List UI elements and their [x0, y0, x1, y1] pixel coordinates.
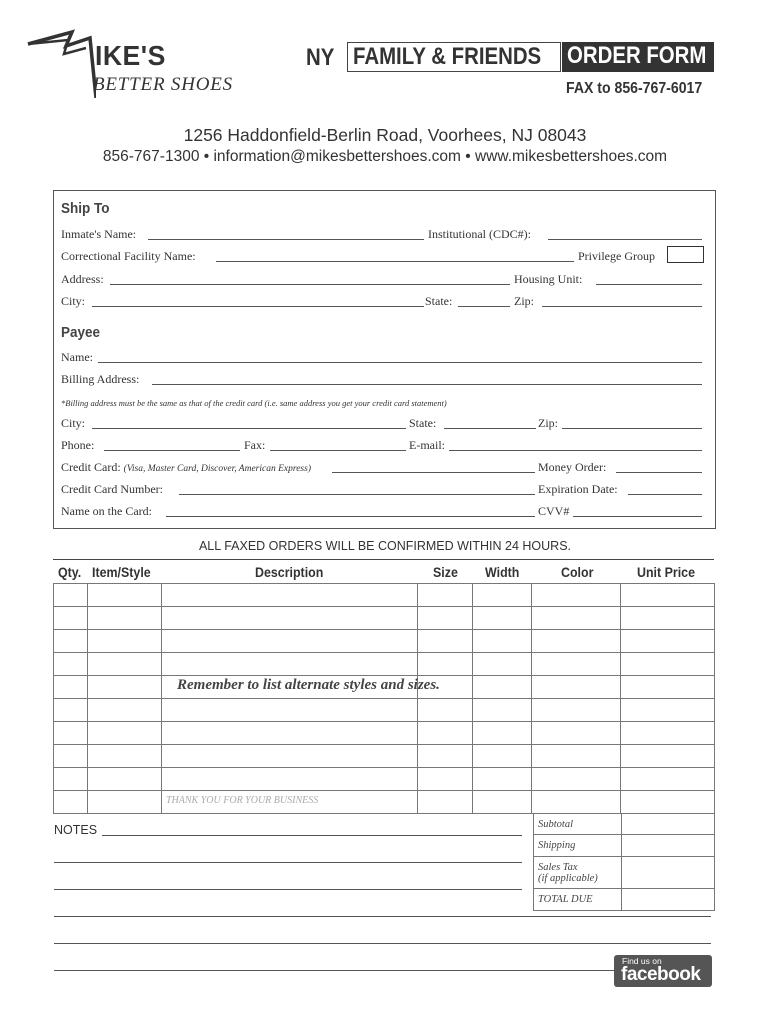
customer-info-box	[53, 190, 716, 529]
billing-note: *Billing address must be the same as that of the credit card (i.e. same address you get your credit card statement)	[61, 398, 447, 408]
money-order-label: Money Order:	[538, 460, 607, 474]
sales-tax-label	[534, 857, 622, 889]
zip-field[interactable]	[542, 306, 702, 307]
privilege-group-box[interactable]	[667, 246, 704, 263]
billing-field[interactable]	[152, 384, 702, 385]
housing-label: Housing Unit:	[514, 272, 583, 286]
money-order-field[interactable]	[616, 472, 702, 473]
facebook-find-text: Find us on	[622, 956, 662, 966]
payee-zip-field[interactable]	[562, 428, 702, 429]
city-field[interactable]	[92, 306, 424, 307]
notes-line[interactable]	[54, 889, 522, 890]
table-row	[54, 584, 715, 607]
state-field[interactable]	[458, 306, 510, 307]
payee-heading: Payee	[61, 324, 101, 341]
payee-state-field[interactable]	[444, 428, 536, 429]
thank-you-note: THANK YOU FOR YOUR BUSINESS	[166, 795, 319, 806]
table-row	[54, 653, 715, 676]
sales-tax-field[interactable]	[621, 857, 714, 889]
state-label: State:	[425, 294, 453, 308]
housing-field[interactable]	[596, 284, 702, 285]
title-order-form: ORDER FORM	[567, 42, 707, 69]
facility-label: Correctional Facility Name:	[61, 249, 196, 263]
table-top-rule	[53, 559, 714, 560]
total-due-label: TOTAL DUE	[534, 889, 622, 911]
zip-label: Zip:	[514, 294, 534, 308]
payee-city-label: City:	[61, 416, 86, 430]
col-header-size: Size	[433, 565, 458, 580]
col-header-unit-price: Unit Price	[637, 565, 695, 580]
credit-card-label-text: Credit Card:	[61, 460, 121, 474]
notes-label: NOTES	[54, 823, 98, 837]
address-label: Address:	[61, 272, 104, 286]
expiration-field[interactable]	[628, 494, 702, 495]
email-field[interactable]	[449, 450, 702, 451]
facebook-badge[interactable]	[614, 955, 712, 987]
subtotal-field[interactable]	[621, 814, 714, 835]
store-contact: 856-767-1300 • information@mikesbettershoes.com • www.mikesbettershoes.com	[102, 148, 668, 165]
email-label: E-mail:	[409, 438, 445, 452]
brand-lightning-logo	[26, 28, 96, 98]
institutional-field[interactable]	[548, 239, 702, 240]
table-row	[54, 768, 715, 791]
expiration-label: Expiration Date:	[538, 482, 618, 496]
ship-to-heading: Ship To	[61, 200, 110, 217]
title-order-form-bar	[562, 42, 714, 72]
inmate-name-label: Inmate's Name:	[61, 227, 137, 241]
facebook-logo: facebook	[621, 964, 701, 985]
sales-tax-text: Sales Tax	[538, 861, 578, 873]
credit-card-label	[61, 460, 311, 476]
shipping-label: Shipping	[534, 835, 622, 857]
table-row	[54, 607, 715, 630]
card-number-label: Credit Card Number:	[61, 482, 163, 496]
payee-zip-label: Zip:	[538, 416, 558, 430]
name-on-card-label: Name on the Card:	[61, 504, 152, 518]
cvv-label: CVV#	[538, 504, 570, 518]
sales-tax-note: (if applicable)	[538, 872, 598, 884]
col-header-description: Description	[255, 565, 324, 580]
shipping-field[interactable]	[621, 835, 714, 857]
title-box	[347, 42, 561, 72]
facility-field[interactable]	[216, 261, 574, 262]
notes-line[interactable]	[102, 835, 522, 836]
inmate-name-field[interactable]	[148, 239, 424, 240]
payee-name-field[interactable]	[98, 362, 702, 363]
table-row	[54, 699, 715, 722]
city-label: City:	[61, 294, 86, 308]
col-header-item-style: Item/Style	[92, 565, 151, 580]
subtotal-label: Subtotal	[534, 814, 622, 835]
billing-label: Billing Address:	[61, 372, 140, 386]
privilege-label: Privilege Group	[578, 249, 655, 263]
col-header-width: Width	[485, 565, 520, 580]
phone-field[interactable]	[104, 450, 240, 451]
store-address: 1256 Haddonfield-Berlin Road, Voorhees, NJ 08043	[183, 125, 587, 145]
notes-line[interactable]	[54, 916, 711, 917]
col-header-color: Color	[561, 565, 594, 580]
title-family-friends: FAMILY & FRIENDS	[353, 43, 542, 70]
notes-line[interactable]	[54, 862, 522, 863]
phone-label: Phone:	[61, 438, 95, 452]
name-on-card-field[interactable]	[166, 516, 535, 517]
order-table	[53, 583, 715, 814]
address-field[interactable]	[110, 284, 510, 285]
institutional-label: Institutional (CDC#):	[428, 227, 531, 241]
brand-tagline: BETTER SHOES	[93, 74, 233, 95]
table-row	[54, 630, 715, 653]
table-row	[54, 745, 715, 768]
payee-city-field[interactable]	[92, 428, 406, 429]
credit-card-field[interactable]	[332, 472, 535, 473]
fax-number: FAX to 856-767-6017	[566, 80, 703, 97]
brand-name: IKE'S	[95, 40, 166, 71]
card-number-field[interactable]	[179, 494, 535, 495]
notes-line[interactable]	[54, 970, 614, 971]
alternate-styles-reminder: Remember to list alternate styles and sizes.	[177, 677, 440, 693]
fax-notice: ALL FAXED ORDERS WILL BE CONFIRMED WITHIN 24 HOURS.	[198, 539, 572, 553]
col-header-qty: Qty.	[58, 565, 82, 580]
notes-line[interactable]	[54, 943, 711, 944]
total-due-field[interactable]	[621, 889, 714, 911]
payee-name-label: Name:	[61, 350, 93, 364]
fax-label: Fax:	[244, 438, 266, 452]
totals-table	[533, 813, 715, 911]
payee-state-label: State:	[409, 416, 437, 430]
cvv-field[interactable]	[573, 516, 702, 517]
table-row	[54, 722, 715, 745]
fax-field[interactable]	[270, 450, 406, 451]
table-row	[54, 791, 715, 814]
credit-card-types: (Visa, Master Card, Discover, American Express)	[123, 464, 311, 474]
title-ny: NY	[306, 44, 335, 71]
